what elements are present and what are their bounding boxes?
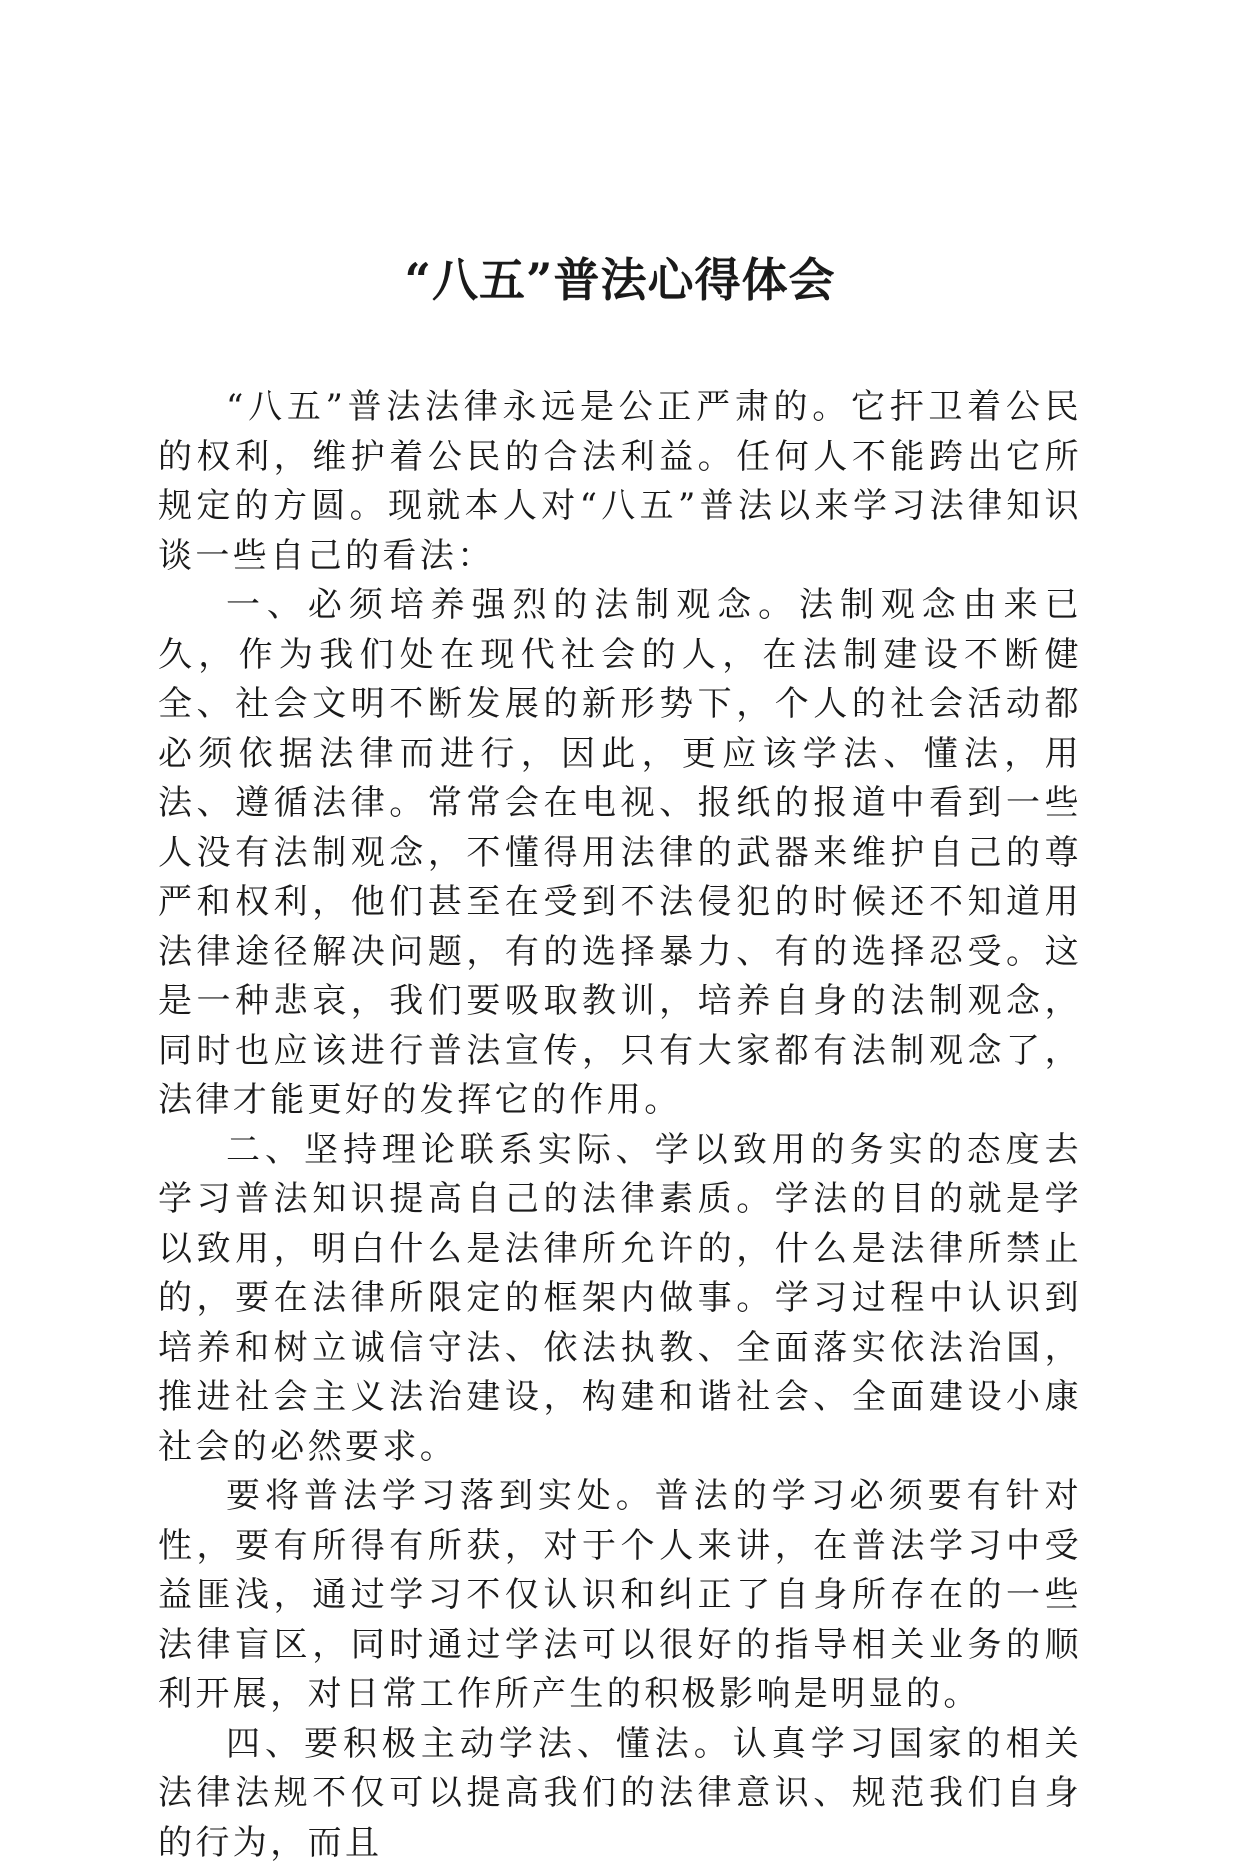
paragraph-section-2: 二、坚持理论联系实际、学以致用的务实的态度去学习普法知识提高自己的法律素质。学法的目的就是学以致用，明白什么是法律所允许的，什么是法律所禁止的，要在法律所限定的框架内做事。学习过程中认识到培养和树立诚信守法、依法执教、全面落实依法治国，推进社会主义法治建设，构建和谐社会、全面建设小康社会的必然要求。 <box>158 1126 1082 1473</box>
document-title: “八五”普法心得体会 <box>0 250 1240 310</box>
paragraph-section-3: 要将普法学习落到实处。普法的学习必须要有针对性，要有所得有所获，对于个人来讲，在普法学习中受益匪浅，通过学习不仅认识和纠正了自身所存在的一些法律盲区，同时通过学法可以很好的指导相关业务的顺利开展，对日常工作所产生的积极影响是明显的。 <box>158 1472 1082 1720</box>
document-body <box>158 383 1082 1868</box>
paragraph-section-1: 一、必须培养强烈的法制观念。法制观念由来已久，作为我们处在现代社会的人，在法制建设不断健全、社会文明不断发展的新形势下，个人的社会活动都必须依据法律而进行，因此，更应该学法、懂法，用法、遵循法律。常常会在电视、报纸的报道中看到一些人没有法制观念，不懂得用法律的武器来维护自己的尊严和权利，他们甚至在受到不法侵犯的时候还不知道用法律途径解决问题，有的选择暴力、有的选择忍受。这是一种悲哀，我们要吸取教训，培养自身的法制观念，同时也应该进行普法宣传，只有大家都有法制观念了，法律才能更好的发挥它的作用。 <box>158 581 1082 1126</box>
paragraph-section-4: 四、要积极主动学法、懂法。认真学习国家的相关法律法规不仅可以提高我们的法律意识、规范我们自身的行为，而且 <box>158 1720 1082 1868</box>
paragraph-intro: “八五”普法法律永远是公正严肃的。它扞卫着公民的权利，维护着公民的合法利益。任何人不能跨出它所规定的方圆。现就本人对“八五”普法以来学习法律知识谈一些自己的看法： <box>158 383 1082 581</box>
